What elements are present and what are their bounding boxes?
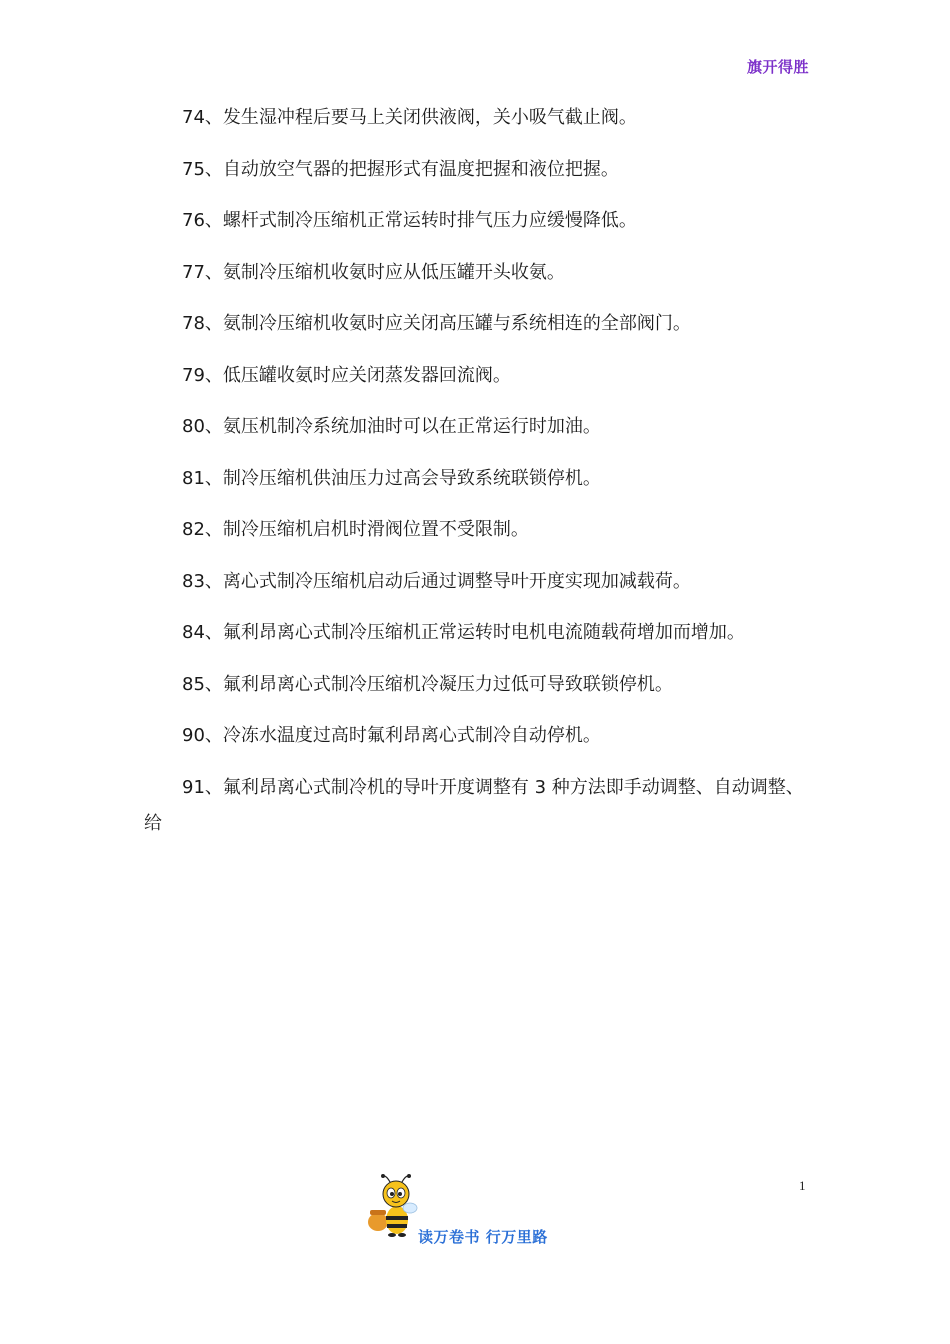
list-item: 82、制冷压缩机启机时滑阀位置不受限制。 bbox=[182, 519, 529, 540]
list-item: 78、氨制冷压缩机收氨时应关闭高压罐与系统相连的全部阀门。 bbox=[182, 313, 691, 334]
list-item: 74、发生湿冲程后要马上关闭供液阀，关小吸气截止阀。 bbox=[182, 107, 637, 128]
list-item: 83、离心式制冷压缩机启动后通过调整导叶开度实现加减载荷。 bbox=[182, 570, 691, 592]
list-item: 90、冷冻水温度过高时氟利昂离心式制冷自动停机。 bbox=[182, 725, 601, 746]
list-item: 79、低压罐收氨时应关闭蒸发器回流阀。 bbox=[182, 364, 511, 386]
bee-mascot-icon bbox=[364, 1172, 424, 1242]
footer-slogan: 读万卷书 行万里路 bbox=[418, 1228, 548, 1246]
list-item: 85、氟利昂离心式制冷压缩机冷凝压力过低可导致联锁停机。 bbox=[182, 673, 673, 695]
list-item: 84、氟利昂离心式制冷压缩机正常运转时电机电流随载荷增加而增加。 bbox=[182, 622, 745, 643]
list-item: 75、自动放空气器的把握形式有温度把握和液位把握。 bbox=[182, 158, 619, 180]
header-brand: 旗开得胜 bbox=[746, 58, 809, 76]
document-body bbox=[144, 100, 808, 857]
list-item: 77、氨制冷压缩机收氨时应从低压罐开头收氨。 bbox=[182, 261, 565, 283]
list-item: 76、螺杆式制冷压缩机正常运转时排气压力应缓慢降低。 bbox=[182, 210, 637, 231]
list-item: 80、氨压机制冷系统加油时可以在正常运行时加油。 bbox=[182, 416, 601, 437]
page-number: 1 bbox=[799, 1178, 806, 1193]
list-item: 81、制冷压缩机供油压力过高会导致系统联锁停机。 bbox=[182, 467, 601, 489]
list-item: 91、氟利昂离心式制冷机的导叶开度调整有 3 种方法即手动调整、自动调整、给 bbox=[144, 776, 804, 834]
